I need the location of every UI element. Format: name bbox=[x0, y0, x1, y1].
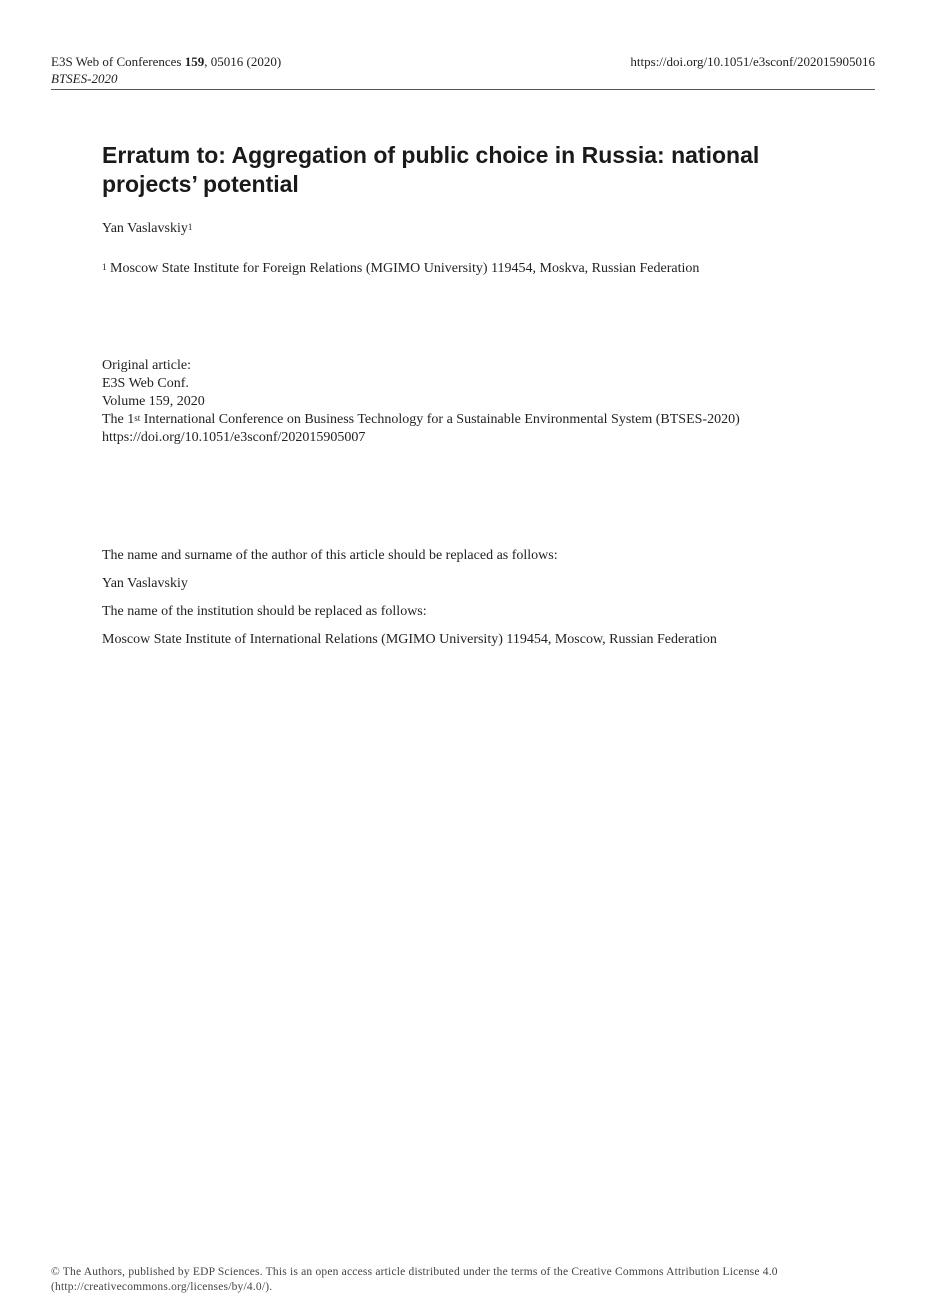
conference-ordinal: st bbox=[134, 413, 141, 423]
corrected-author-name: Yan Vaslavskiy bbox=[102, 576, 188, 591]
correction-author-intro: The name and surname of the author of this article should be replaced as follows: bbox=[102, 548, 558, 563]
journal-name: E3S Web of Conferences bbox=[51, 54, 182, 69]
header-doi-link[interactable]: https://doi.org/10.1051/e3sconf/202015905016 bbox=[630, 54, 875, 69]
original-article-block bbox=[102, 357, 740, 447]
article-title: Erratum to: Aggregation of public choice in Russia: national projects’ potential bbox=[102, 142, 760, 197]
author-name: Yan Vaslavskiy bbox=[102, 221, 188, 236]
affiliation-line bbox=[102, 260, 699, 278]
original-article-conference bbox=[102, 411, 740, 429]
journal-volume: 159 bbox=[184, 54, 205, 69]
correction-institution-intro: The name of the institution should be replaced as follows: bbox=[102, 604, 427, 619]
conference-name: BTSES-2020 bbox=[51, 71, 118, 86]
running-header-left bbox=[51, 53, 281, 87]
original-article-volume: Volume 159, 2020 bbox=[102, 394, 205, 409]
article-number-year: , 05016 (2020) bbox=[204, 54, 282, 69]
author-affiliation-mark: 1 bbox=[187, 222, 193, 232]
conference-rest: International Conference on Business Technology for a Sustainable Environmental System (BTSES-2020) bbox=[140, 412, 740, 427]
erratum-body bbox=[102, 547, 717, 659]
journal-citation bbox=[51, 53, 281, 70]
original-article-journal: E3S Web Conf. bbox=[102, 376, 189, 391]
affiliation-mark: 1 bbox=[102, 262, 107, 272]
header-divider bbox=[51, 89, 875, 90]
author-line bbox=[102, 220, 192, 238]
original-article-doi-link[interactable]: https://doi.org/10.1051/e3sconf/202015905007 bbox=[102, 430, 366, 445]
affiliation-text: Moscow State Institute for Foreign Relations (MGIMO University) 119454, Moskva, Russian Federation bbox=[106, 261, 700, 276]
license-footer: © The Authors, published by EDP Sciences. This is an open access article distributed under the terms of the Creative Commons Attribution License 4.0 (http://creativecommons.org/licenses/by/4.0/). bbox=[51, 1266, 778, 1293]
original-article-label: Original article: bbox=[102, 358, 192, 373]
conference-prefix: The 1 bbox=[102, 412, 135, 427]
corrected-institution: Moscow State Institute of International Relations (MGIMO University) 119454, Moscow, Russian Federation bbox=[102, 632, 717, 647]
